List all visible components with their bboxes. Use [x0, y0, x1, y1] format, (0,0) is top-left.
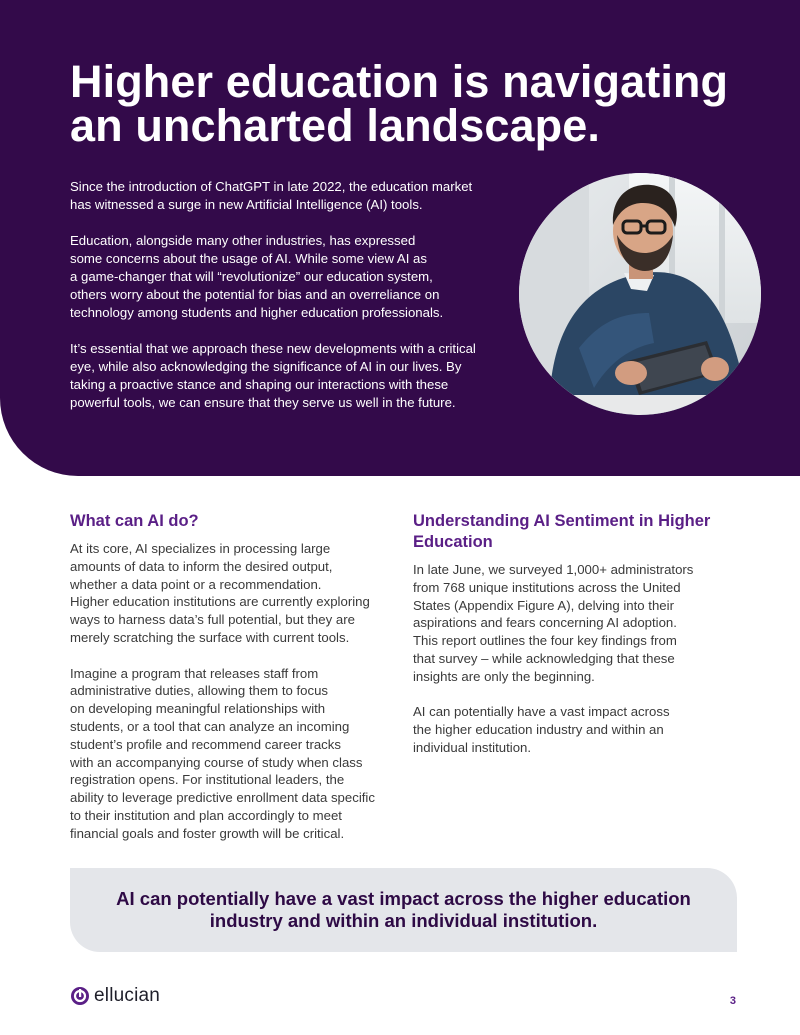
ellucian-logo-icon: [70, 986, 90, 1006]
man-using-tablet-photo: [519, 173, 761, 415]
body-paragraph: At its core, AI specializes in processing large amounts of data to inform the desired output, whether a data point or a recommendation. Higher education institutions are currently exploring ways to harness data’s full potential, but they are merely scratching the surface with current tools.: [70, 541, 370, 645]
pull-quote-callout: [70, 868, 737, 952]
section-heading: What can AI do?: [70, 512, 199, 530]
page-title: Higher education is navigating an uncharted landscape.: [70, 56, 729, 151]
hero-intro: [70, 178, 510, 430]
ellucian-logo: [70, 985, 160, 1007]
what-can-ai-do-section: [70, 511, 400, 860]
pull-quote-text: AI can potentially have a vast impact across the higher education industry and within an individual institution.: [116, 888, 691, 931]
section-heading: Understanding AI Sentiment in Higher Education: [413, 512, 711, 551]
hero-section: [0, 0, 800, 476]
body-paragraph: In late June, we surveyed 1,000+ administrators from 768 unique institutions across the United States (Appendix Figure A), delving into their aspirations and fears concerning AI adoption. This report outlines the four key findings from that survey – while acknowledging that these insights are only the beginning.: [413, 562, 694, 684]
body-paragraph: Imagine a program that releases staff from administrative duties, allowing them to focus on developing meaningful relationships with students, or a tool that can analyze an incoming student’s profile and recommend career tracks with an accompanying course of study when class registration opens. For institutional leaders, the ability to leverage predictive enrollment data specific to their institution and plan accordingly to meet financial goals and foster growth will be critical.: [70, 665, 375, 841]
logo-wordmark: ellucian: [94, 985, 161, 1006]
hero-paragraph: It’s essential that we approach these new developments with a critical eye, while also acknowledging the significance of AI in our lives. By taking a proactive stance and shaping our interactions with these powerful tools, we can ensure that they serve us well in the future.: [70, 341, 476, 410]
hero-paragraph: Education, alongside many other industries, has expressed some concerns about the usage of AI. While some view AI as a game-changer that will “revolutionize” our education system, others worry about the potential for bias and an overreliance on technology among students and higher education professionals.: [70, 233, 444, 320]
ai-sentiment-section: [413, 511, 743, 775]
body-paragraph: AI can potentially have a vast impact across the higher education industry and within an individual institution.: [413, 704, 670, 755]
page-number: 3: [729, 995, 736, 1007]
hero-paragraph: Since the introduction of ChatGPT in late 2022, the education market has witnessed a surge in new Artificial Intelligence (AI) tools.: [70, 179, 473, 212]
